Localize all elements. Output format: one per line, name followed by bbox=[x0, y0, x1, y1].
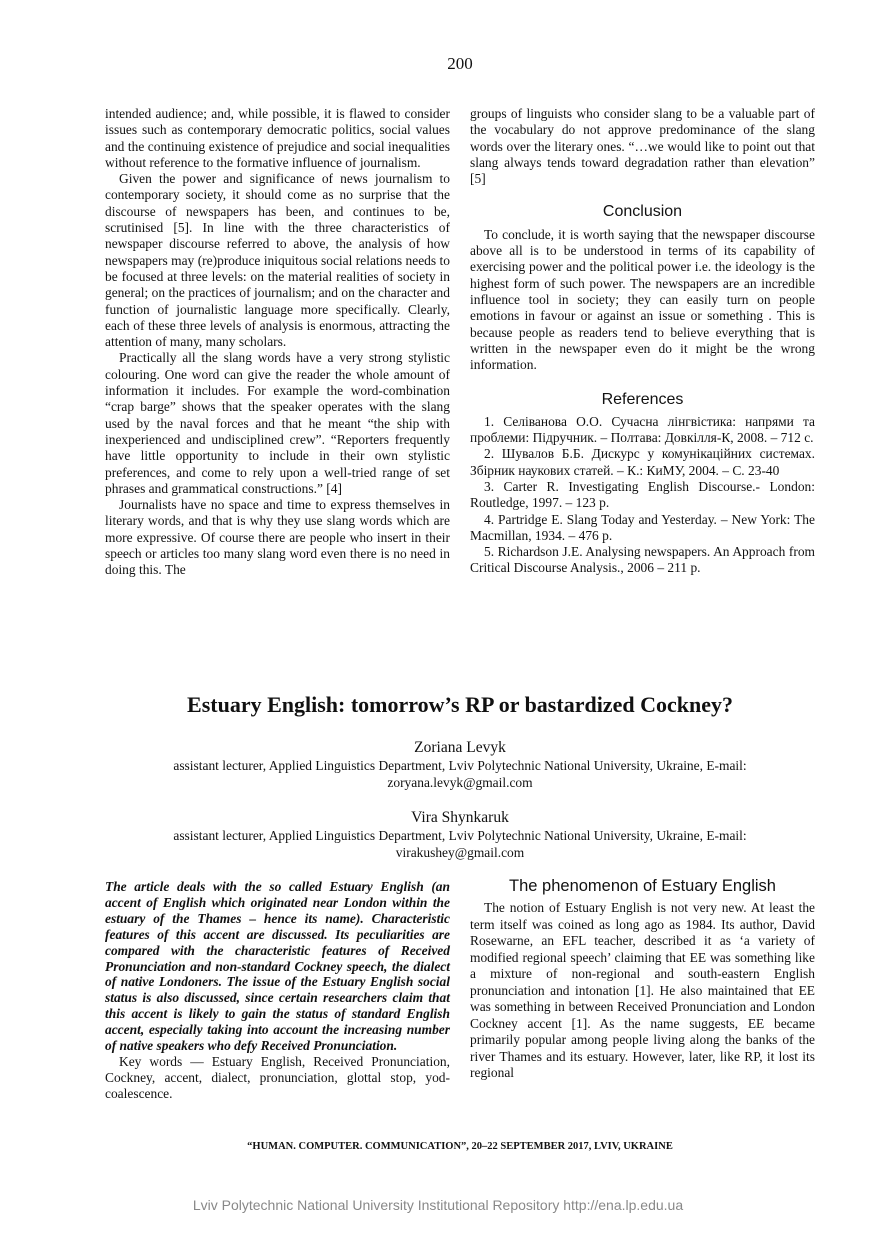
reference-item: 2. Шувалов Б.Б. Дискурс у комунікаційних системах. Збірник наукових статей. – К.: КиМУ, 2004. – С. 23-40 bbox=[470, 446, 815, 478]
author-email: zoryana.levyk@gmail.com bbox=[387, 774, 533, 790]
repository-footer: Lviv Polytechnic National University Institutional Repository http://ena.lp.edu.ua bbox=[192, 1197, 684, 1213]
reference-item: 1. Селіванова О.О. Сучасна лінгвістика: напрями та проблеми: Підручник. – Полтава: Довкілля-К, 2008. – 712 с. bbox=[470, 413, 815, 446]
paragraph: Journalists have no space and time to express themselves in literary words, and that is why they use slang words which are more expressive. Of course there are people who insert in their speech or articles too many slang word even there is no need in doing this. The bbox=[105, 497, 450, 578]
right-column bbox=[470, 106, 815, 577]
paragraph: intended audience; and, while possible, it is flawed to consider issues such as contemporary democratic politics, social values and the continuing existence of prejudice and social inequalities without reference to the formative influence of journalism. bbox=[105, 106, 450, 170]
article-title: Estuary English: tomorrow’s RP or bastardized Cockney? bbox=[187, 692, 733, 717]
paragraph: groups of linguists who consider slang to be a valuable part of the vocabulary do not approve predominance of the slang words over the literary ones. “…we would like to point out that slang always tends toward degradation rather than elevation” [5] bbox=[470, 106, 815, 187]
keywords: Key words — Estuary English, Received Pronunciation, Cockney, accent, dialect, pronunciation, glottal stop, yod-coalescence. bbox=[105, 1053, 450, 1101]
author-affiliation: assistant lecturer, Applied Linguistics Department, Lviv Polytechnic National University, Ukraine, E-mail: bbox=[173, 758, 747, 773]
author-name: Vira Shynkaruk bbox=[411, 809, 509, 826]
abstract: The article deals with the so called Estuary English (an accent of English which originated near London within the estuary of the Thames – hence its name). Characteristic features of this accent are discussed. Its peculiarities are compared with the characteristic features of Received Pronunciation and non-standard Cockney speech, the dialect of native Londoners. The issue of the Estuary English social status is also discussed, since certain researchers claim that this accent is likely to gain the status of standard English accent, especially taking into account the increasing number of native speakers who defy Received Pronunciation. bbox=[105, 879, 450, 1054]
author-affiliation: assistant lecturer, Applied Linguistics Department, Lviv Polytechnic National University, Ukraine, E-mail: bbox=[173, 828, 747, 843]
conclusion-heading: Conclusion bbox=[602, 203, 683, 221]
paragraph: The notion of Estuary English is not very new. At least the term itself was coined as long ago as 1984. Its author, David Rosewarne, an EFL teacher, described it as ‘a variety of modified regional speech’ claiming that EE was something like a mixture of non-regional and south-eastern English pronunciation and intonation [1]. He also maintained that EE was something in between Received Pronunciation and London Cockney accent [1]. As the name suggests, EE became primarily popular among people living along the banks of the river Thames and its estuary. However, later, like RP, it lost its regional bbox=[470, 900, 815, 1081]
author-name: Zoriana Levyk bbox=[414, 739, 506, 756]
left-column bbox=[105, 106, 450, 579]
section-heading: The phenomenon of Estuary English bbox=[509, 877, 776, 895]
abstract-column bbox=[105, 879, 450, 1102]
author-email: virakushey@gmail.com bbox=[395, 844, 525, 860]
reference-item: 4. Partridge E. Slang Today and Yesterday. – New York: The Macmillan, 1934. – 476 p. bbox=[470, 511, 815, 543]
paragraph: To conclude, it is worth saying that the newspaper discourse above all is to be understood in terms of its capability of exercising power and the political power i.e. the ideology is the highest form of such power. The newspapers are an incredible influence tool in society; they can easily turn on people emotions in favour or against an issue or something . This is because people as readers tend to believe everything that is written in the newspaper even do it might be the wrong information. bbox=[470, 226, 815, 373]
references-heading: References bbox=[601, 391, 684, 409]
conference-footer: “HUMAN. COMPUTER. COMMUNICATION”, 20–22 SEPTEMBER 2017, LVIV, UKRAINE bbox=[247, 1141, 673, 1152]
paragraph: Given the power and significance of news journalism to contemporary society, it should come as no surprise that the discourse of newspapers has been, and continues to be, scrutinised [5]. In line with the three characteristics of newspaper discourse referred to above, the analysis of how newspapers may (re)produce iniquitous social relations needs to be focused at three levels: on the material realities of society in general; on the practices of journalism; and on the character and function of journalistic language more specifically. Clearly, each of these three levels of analysis is enormous, attracting the attention of many, many scholars. bbox=[105, 171, 450, 350]
paragraph: Practically all the slang words have a very strong stylistic colouring. One word can give the reader the whole amount of information it includes. For example the word-combination “crap barge” shows that the speaker operates with the slang used by the naval forces and that he meant “the ship with inexperienced and undisciplined crew”. “Reporters frequently have little opportunity to include in their own stylistic preferences, and come to rely upon a well-tried range of set phrases and grammatical constructions.” [4] bbox=[105, 350, 450, 496]
section-column bbox=[470, 878, 815, 1082]
reference-item: 5. Richardson J.E. Analysing newspapers. An Approach from Critical Discourse Analysis., 2006 – 211 p. bbox=[470, 544, 815, 576]
author-block bbox=[0, 738, 876, 861]
reference-item: 3. Carter R. Investigating English Discourse.- London: Routledge, 1997. – 123 p. bbox=[470, 478, 815, 511]
page-number: 200 bbox=[447, 54, 473, 73]
